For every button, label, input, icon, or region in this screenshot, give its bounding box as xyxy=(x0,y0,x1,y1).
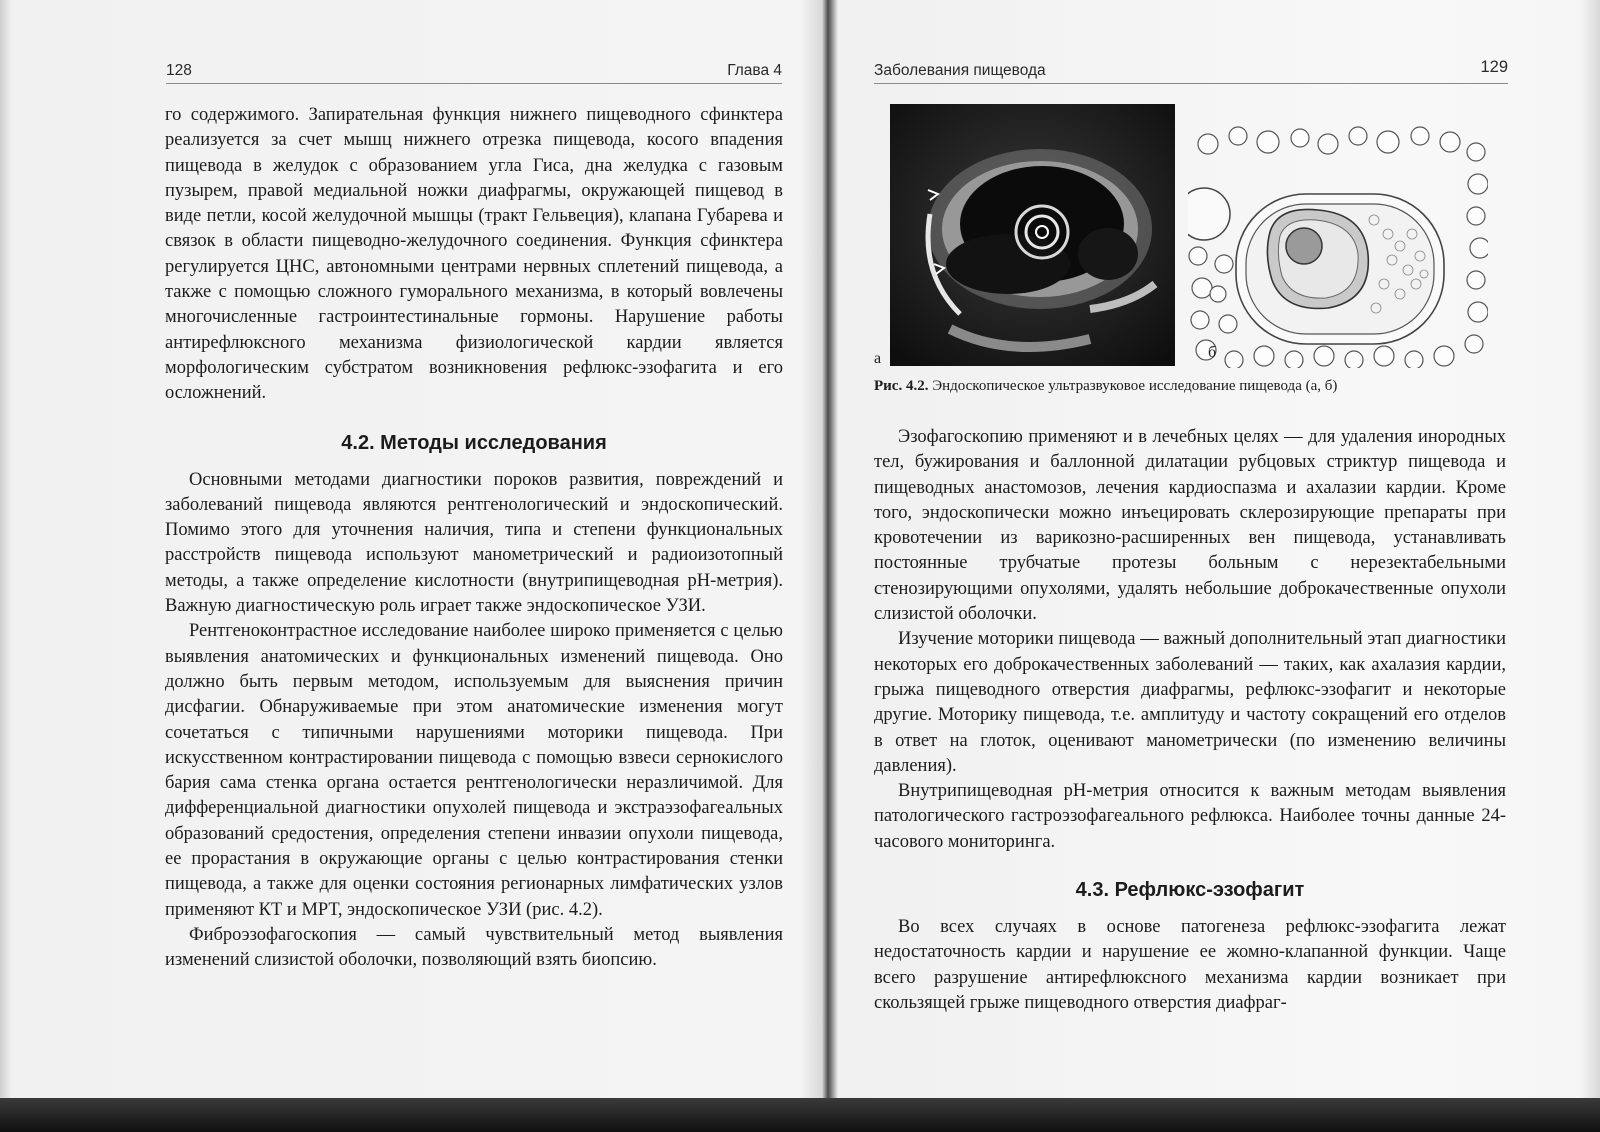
left-running-head: Глава 4 xyxy=(727,62,782,79)
section-heading-4-2: 4.2. Методы исследования xyxy=(341,431,607,454)
left-paragraph-2: Рентгеноконтрастное исследование наиболее широко применяется с целью выявления анатомических и функциональных изменений пищевода. Оно должно быть первым методом, используемым для выяснения причин дисфагии. Обнаруживаемые при этом анатомические изменения могут сочетаться с типичными нарушениями моторики пищевода. При искусственном контрастировании пищевода с помощью взвеси сернокислого бария сама стенка органа остается рентгенологически неразличимой. Для дифференциальной диагностики опухолей пищевода и экстраэзофагеальных образований средостения, определения степени инвазии опухоли пищевода, ее прорастания в окружающие органы с целью контрастирования стенки пищевода, а также для оценки состояния регионарных лимфатических узлов применяют КТ и МРТ, эндоскопическое УЗИ (рис. 4.2). xyxy=(165,621,783,920)
scan-bottom-edge xyxy=(0,1098,1600,1132)
right-page-header xyxy=(874,58,1508,84)
right-paragraph-2: Изучение моторики пищевода — важный дополнительный этап диагностики некоторых его доброкачественных заболеваний — таких, как ахалазия кардии, грыжа пищеводного отверстия диафрагмы, рефлюкс-эзофагит и некоторые другие. Моторику пищевода, т.е. амплитуду и частоту сокращений его отделов в ответ на глоток, оценивают манометрически (по изменению величины давления). xyxy=(874,629,1506,776)
right-page-number: 129 xyxy=(1480,58,1508,76)
left-page-header xyxy=(166,58,782,84)
figure-caption-number: Рис. 4.2. xyxy=(874,378,929,394)
schematic-drawing xyxy=(1188,124,1488,368)
right-header-rule xyxy=(874,83,1508,84)
right-paragraph-4: Во всех случаях в основе патогенеза рефлюкс-эзофагита лежат недостаточность кардии и нарушение ее жомно-клапанной функции. Чаще всего разрушение антирефлюксного механизма кардии возникает при скользящей грыже пищеводного отверстия диафраг- xyxy=(874,917,1506,1013)
figure-4-2 xyxy=(874,104,1508,410)
left-text-column xyxy=(165,103,783,974)
figure-caption-text: Эндоскопическое ультразвуковое исследование пищевода (а, б) xyxy=(932,378,1338,394)
left-paragraph-1: Основными методами диагностики пороков развития, повреждений и заболеваний пищевода являются рентгенологический и эндоскопический. Помимо этого для уточнения наличия, типа и степени функциональных расстройств пищевода используют манометрический и радиоизотопный методы, а также определение кислотности (внутрипищеводная рН-метрия). Важную диагностическую роль играет также эндоскопическое УЗИ. xyxy=(165,469,783,617)
figure-label-a: а xyxy=(874,350,882,367)
right-paragraph-1: Эзофагоскопию применяют и в лечебных целях — для удаления инородных тел, бужирования и баллонной дилатации рубцовых стриктур пищевода и пищеводных анастомозов, лечения кардиоспазма и ахалазии кардии. Кроме того, эндоскопически можно инъецировать склерозирующие препараты при кровотечении из варикозно-расширенных вен пищевода, устанавливать постоянные трубчатые протезы больным с нерезектабельными стенозирующими опухолями, удалять небольшие доброкачественные опухоли слизистой оболочки. xyxy=(874,427,1506,625)
figure-caption xyxy=(874,376,1508,396)
left-header-rule xyxy=(166,83,782,84)
left-page-number: 128 xyxy=(166,62,192,79)
right-page xyxy=(828,0,1600,1098)
left-intro-paragraph: го содержимого. Запирательная функция нижнего пищеводного сфинктера реализуется за счет мышц нижнего отрезка пищевода, косого впадения пищевода в желудок с образованием угла Гиса, дна желудка с газовым пузырем, правой медиальной ножки диафрагмы, окружающей пищевод в виде петли, косой желудочной мышцы (тракт Гельвеция), клапана Губарева и связок в области пищеводно-желудочного соединения. Функция сфинктера регулируется ЦНС, автономными центрами нервных сплетений пищевода, а также с помощью сложного гуморального механизма, в который вовлечены многочисленные гастроинтестинальные гормоны. Нарушение работы антирефлюксного механизма физиологической кардии является морфологическим субстратом возникновения рефлюкс-эзофагита и его осложнений. xyxy=(165,105,783,404)
right-running-head: Заболевания пищевода xyxy=(874,62,1046,79)
right-text-column xyxy=(874,425,1506,1016)
figure-label-b: б xyxy=(1208,344,1217,361)
left-paragraph-3: Фиброэзофагоскопия — самый чувствительный метод выявления изменений слизистой оболочки, позволяющий взять биопсию. xyxy=(165,924,783,971)
right-paragraph-3: Внутрипищеводная рН-метрия относится к важным методам выявления патологического гастроэзофагеального рефлюкса. Наиболее точны данные 24-часового мониторинга. xyxy=(874,781,1506,852)
ultrasound-image xyxy=(890,104,1175,366)
section-heading-4-3: 4.3. Рефлюкс-эзофагит xyxy=(1075,879,1305,902)
